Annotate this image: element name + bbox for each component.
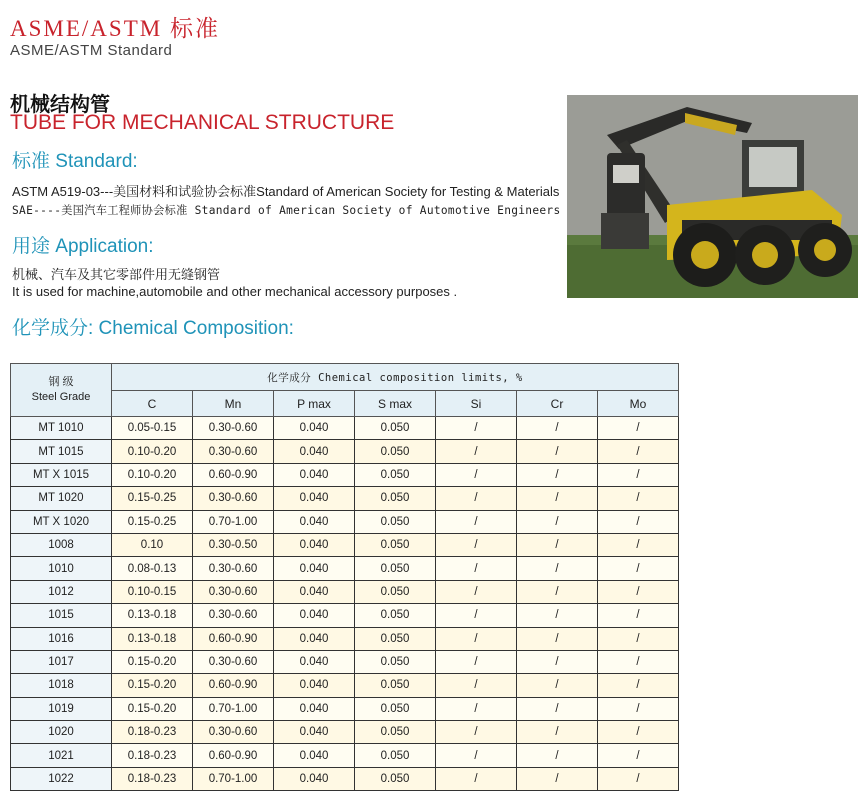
table-row [11, 417, 679, 440]
value-cell: 0.30-0.60 [193, 440, 274, 463]
grade-cell: 1022 [11, 767, 112, 790]
value-cell: 0.18-0.23 [112, 767, 193, 790]
value-cell: 0.040 [274, 650, 355, 673]
table-row [11, 440, 679, 463]
standard-line-sae: SAE----美国汽车工程师协会标准 Standard of American Society of Automotive Engineers [12, 204, 561, 217]
value-cell: / [598, 674, 679, 697]
table-row [11, 744, 679, 767]
table-row [11, 650, 679, 673]
value-cell: 0.30-0.60 [193, 417, 274, 440]
value-cell: 0.040 [274, 440, 355, 463]
value-cell: / [598, 580, 679, 603]
value-cell: / [436, 580, 517, 603]
grade-cell: 1020 [11, 721, 112, 744]
harvester-photo [567, 95, 858, 298]
value-cell: / [436, 744, 517, 767]
value-cell: / [436, 697, 517, 720]
value-cell: 0.13-0.18 [112, 627, 193, 650]
value-cell: 0.040 [274, 533, 355, 556]
value-cell: 0.040 [274, 627, 355, 650]
value-cell: / [517, 721, 598, 744]
section-title-en: TUBE FOR MECHANICAL STRUCTURE [10, 111, 395, 134]
value-cell: / [598, 440, 679, 463]
value-cell: 0.15-0.25 [112, 510, 193, 533]
grade-header-cn: 钢 级 [48, 376, 74, 388]
value-cell: / [517, 440, 598, 463]
section-title-cn: 机械结构管 [10, 94, 110, 116]
value-cell: 0.70-1.00 [193, 510, 274, 533]
value-cell: / [517, 650, 598, 673]
column-header: Cr [517, 391, 598, 417]
value-cell: / [517, 417, 598, 440]
grade-cell: 1015 [11, 604, 112, 627]
value-cell: 0.13-0.18 [112, 604, 193, 627]
table-row [11, 557, 679, 580]
value-cell: / [436, 533, 517, 556]
value-cell: 0.70-1.00 [193, 767, 274, 790]
value-cell: 0.60-0.90 [193, 463, 274, 486]
standard-line-astm: ASTM A519-03---美国材料和试验协会标准Standard of American Society for Testing & Materials [12, 184, 560, 199]
value-cell: 0.040 [274, 510, 355, 533]
standard-heading: 标准 Standard: [12, 151, 138, 172]
column-header: C [112, 391, 193, 417]
value-cell: / [598, 557, 679, 580]
value-cell: / [598, 604, 679, 627]
value-cell: / [598, 721, 679, 744]
value-cell: / [517, 463, 598, 486]
value-cell: / [436, 417, 517, 440]
value-cell: / [517, 533, 598, 556]
column-header-row [11, 391, 679, 417]
page-title: ASME/ASTM 标准 [10, 16, 220, 41]
value-cell: / [517, 604, 598, 627]
grade-header [11, 364, 112, 417]
value-cell: 0.040 [274, 674, 355, 697]
value-cell: 0.050 [355, 721, 436, 744]
value-cell: / [436, 463, 517, 486]
table-row [11, 487, 679, 510]
value-cell: 0.70-1.00 [193, 697, 274, 720]
value-cell: / [436, 627, 517, 650]
grade-cell: MT 1010 [11, 417, 112, 440]
value-cell: / [517, 697, 598, 720]
value-cell: 0.050 [355, 650, 436, 673]
value-cell: / [436, 604, 517, 627]
grade-cell: 1019 [11, 697, 112, 720]
column-header: P max [274, 391, 355, 417]
value-cell: 0.040 [274, 463, 355, 486]
value-cell: 0.18-0.23 [112, 721, 193, 744]
value-cell: / [598, 487, 679, 510]
column-header: Si [436, 391, 517, 417]
grade-cell: 1017 [11, 650, 112, 673]
value-cell: / [598, 767, 679, 790]
value-cell: / [436, 440, 517, 463]
grade-cell: 1008 [11, 533, 112, 556]
value-cell: / [517, 557, 598, 580]
table-row [11, 580, 679, 603]
grade-cell: 1016 [11, 627, 112, 650]
table-row [11, 721, 679, 744]
value-cell: 0.60-0.90 [193, 674, 274, 697]
value-cell: 0.10-0.15 [112, 580, 193, 603]
value-cell: 0.10 [112, 533, 193, 556]
chemical-heading: 化学成分: Chemical Composition: [12, 318, 294, 339]
value-cell: / [598, 510, 679, 533]
value-cell: / [517, 510, 598, 533]
value-cell: 0.30-0.60 [193, 604, 274, 627]
value-cell: 0.040 [274, 417, 355, 440]
value-cell: 0.30-0.60 [193, 557, 274, 580]
value-cell: / [598, 417, 679, 440]
value-cell: / [436, 767, 517, 790]
composition-group-header: 化学成分 Chemical composition limits, % [112, 364, 679, 391]
value-cell: 0.60-0.90 [193, 627, 274, 650]
value-cell: / [517, 627, 598, 650]
value-cell: 0.050 [355, 767, 436, 790]
column-header: Mn [193, 391, 274, 417]
value-cell: 0.10-0.20 [112, 440, 193, 463]
value-cell: 0.30-0.60 [193, 650, 274, 673]
value-cell: 0.30-0.60 [193, 487, 274, 510]
value-cell: / [598, 744, 679, 767]
value-cell: 0.15-0.20 [112, 650, 193, 673]
value-cell: 0.050 [355, 697, 436, 720]
value-cell: 0.15-0.20 [112, 674, 193, 697]
chemical-composition-table [10, 363, 679, 791]
value-cell: 0.050 [355, 557, 436, 580]
value-cell: 0.050 [355, 417, 436, 440]
value-cell: 0.050 [355, 580, 436, 603]
value-cell: 0.60-0.90 [193, 744, 274, 767]
value-cell: / [436, 487, 517, 510]
value-cell: / [436, 721, 517, 744]
value-cell: 0.040 [274, 721, 355, 744]
application-heading: 用途 Application: [12, 236, 154, 257]
value-cell: / [598, 463, 679, 486]
value-cell: 0.050 [355, 510, 436, 533]
value-cell: / [436, 510, 517, 533]
table-row [11, 463, 679, 486]
grade-cell: MT X 1020 [11, 510, 112, 533]
value-cell: 0.040 [274, 604, 355, 627]
value-cell: / [598, 533, 679, 556]
column-header: Mo [598, 391, 679, 417]
value-cell: / [517, 744, 598, 767]
table-row [11, 533, 679, 556]
value-cell: 0.15-0.25 [112, 487, 193, 510]
value-cell: / [517, 767, 598, 790]
value-cell: / [598, 650, 679, 673]
grade-cell: MT 1015 [11, 440, 112, 463]
grade-cell: 1012 [11, 580, 112, 603]
table-row [11, 767, 679, 790]
value-cell: 0.050 [355, 533, 436, 556]
value-cell: / [436, 557, 517, 580]
value-cell: / [598, 697, 679, 720]
value-cell: / [436, 650, 517, 673]
value-cell: / [517, 674, 598, 697]
value-cell: 0.15-0.20 [112, 697, 193, 720]
value-cell: 0.050 [355, 674, 436, 697]
table-row [11, 604, 679, 627]
application-line-cn: 机械、汽车及其它零部件用无缝钢管 [12, 267, 221, 282]
grade-cell: 1021 [11, 744, 112, 767]
page-subtitle: ASME/ASTM Standard [10, 42, 173, 59]
value-cell: 0.040 [274, 557, 355, 580]
value-cell: 0.040 [274, 697, 355, 720]
value-cell: 0.30-0.60 [193, 721, 274, 744]
table-row [11, 674, 679, 697]
value-cell: / [436, 674, 517, 697]
value-cell: 0.050 [355, 744, 436, 767]
value-cell: 0.040 [274, 767, 355, 790]
value-cell: 0.10-0.20 [112, 463, 193, 486]
table-row [11, 627, 679, 650]
value-cell: / [517, 487, 598, 510]
value-cell: 0.050 [355, 440, 436, 463]
table-body [11, 417, 679, 791]
value-cell: / [598, 627, 679, 650]
grade-cell: MT X 1015 [11, 463, 112, 486]
table-row [11, 697, 679, 720]
value-cell: 0.05-0.15 [112, 417, 193, 440]
value-cell: 0.050 [355, 487, 436, 510]
value-cell: / [517, 580, 598, 603]
value-cell: 0.050 [355, 627, 436, 650]
value-cell: 0.30-0.50 [193, 533, 274, 556]
grade-header-en: Steel Grade [31, 391, 91, 403]
value-cell: 0.050 [355, 463, 436, 486]
value-cell: 0.040 [274, 580, 355, 603]
grade-cell: MT 1020 [11, 487, 112, 510]
grade-cell: 1010 [11, 557, 112, 580]
application-line-en: It is used for machine,automobile and other mechanical accessory purposes . [12, 284, 458, 299]
value-cell: 0.040 [274, 487, 355, 510]
value-cell: 0.30-0.60 [193, 580, 274, 603]
value-cell: 0.18-0.23 [112, 744, 193, 767]
grade-cell: 1018 [11, 674, 112, 697]
value-cell: 0.040 [274, 744, 355, 767]
table-row [11, 510, 679, 533]
column-header: S max [355, 391, 436, 417]
value-cell: 0.08-0.13 [112, 557, 193, 580]
value-cell: 0.050 [355, 604, 436, 627]
